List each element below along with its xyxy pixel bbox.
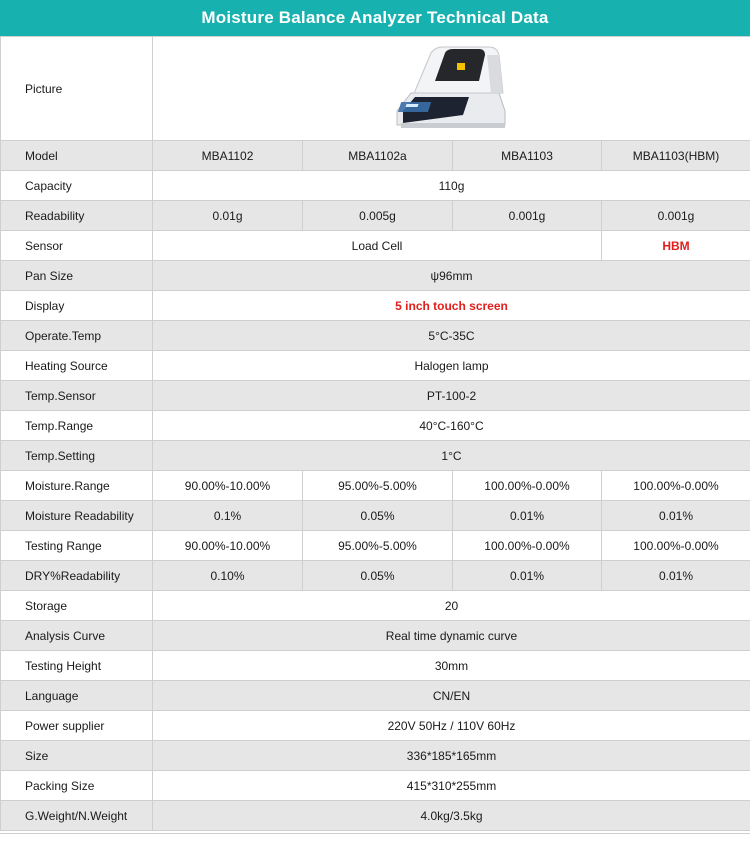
table-row-packing-size (1, 771, 750, 801)
row-value: 0.01% (453, 501, 602, 531)
row-label: Testing Range (1, 531, 153, 561)
moisture-analyzer-icon (387, 41, 517, 137)
table-row-temp-sensor (1, 381, 750, 411)
row-value: 0.001g (453, 201, 602, 231)
table-row-model (1, 141, 750, 171)
table-row-testing-range (1, 531, 750, 561)
row-value: 90.00%-10.00% (153, 531, 303, 561)
row-value: PT-100-2 (153, 381, 750, 411)
row-value: 110g (153, 171, 750, 201)
row-value: ψ96mm (153, 261, 750, 291)
hbm-value: HBM (602, 231, 750, 261)
row-value: 100.00%-0.00% (602, 471, 750, 501)
product-image-cell (153, 37, 750, 141)
table-row-sensor (1, 231, 750, 261)
table-row-analysis-curve (1, 621, 750, 651)
table-row-weight (1, 801, 750, 831)
row-value: 90.00%-10.00% (153, 471, 303, 501)
row-label: DRY%Readability (1, 561, 153, 591)
row-value: 100.00%-0.00% (453, 531, 602, 561)
table-row-heating-source (1, 351, 750, 381)
row-label: Analysis Curve (1, 621, 153, 651)
row-value: 0.01% (453, 561, 602, 591)
row-label: Capacity (1, 171, 153, 201)
row-label: Power supplier (1, 711, 153, 741)
row-label: Temp.Sensor (1, 381, 153, 411)
row-label: Display (1, 291, 153, 321)
row-value: 0.01% (602, 561, 750, 591)
row-value: 220V 50Hz / 110V 60Hz (153, 711, 750, 741)
row-value: 1°C (153, 441, 750, 471)
row-value: 20 (153, 591, 750, 621)
row-label: Temp.Range (1, 411, 153, 441)
spec-table (0, 36, 750, 831)
row-value: 95.00%-5.00% (303, 471, 453, 501)
table-row-temp-setting (1, 441, 750, 471)
table-row-display (1, 291, 750, 321)
table-row-language (1, 681, 750, 711)
table-row-temp-range (1, 411, 750, 441)
row-label: Readability (1, 201, 153, 231)
row-value: 0.01g (153, 201, 303, 231)
table-row-picture (1, 37, 750, 141)
table-row-testing-height (1, 651, 750, 681)
row-value: 336*185*165mm (153, 741, 750, 771)
row-label: G.Weight/N.Weight (1, 801, 153, 831)
table-row-readability (1, 201, 750, 231)
row-value: 5°C-35C (153, 321, 750, 351)
row-value: 0.001g (602, 201, 750, 231)
table-row-storage (1, 591, 750, 621)
row-value: 0.05% (303, 561, 453, 591)
row-label: Storage (1, 591, 153, 621)
row-value: Halogen lamp (153, 351, 750, 381)
row-value: 0.05% (303, 501, 453, 531)
table-row-capacity (1, 171, 750, 201)
row-value: 0.10% (153, 561, 303, 591)
model-cell: MBA1102a (303, 141, 453, 171)
row-value: 100.00%-0.00% (453, 471, 602, 501)
row-label: Packing Size (1, 771, 153, 801)
row-value: 40°C-160°C (153, 411, 750, 441)
row-label: Model (1, 141, 153, 171)
model-cell: MBA1103 (453, 141, 602, 171)
table-row-moisture-range (1, 471, 750, 501)
row-label: Sensor (1, 231, 153, 261)
row-label: Picture (1, 37, 153, 141)
row-value: 0.005g (303, 201, 453, 231)
row-label: Heating Source (1, 351, 153, 381)
row-label: Size (1, 741, 153, 771)
row-label: Testing Height (1, 651, 153, 681)
row-value: 415*310*255mm (153, 771, 750, 801)
table-row-moisture-readability (1, 501, 750, 531)
row-value: 0.01% (602, 501, 750, 531)
row-value: CN/EN (153, 681, 750, 711)
row-label: Temp.Setting (1, 441, 153, 471)
row-value: Real time dynamic curve (153, 621, 750, 651)
row-label: Pan Size (1, 261, 153, 291)
row-label: Operate.Temp (1, 321, 153, 351)
row-value: 4.0kg/3.5kg (153, 801, 750, 831)
display-value: 5 inch touch screen (153, 291, 750, 321)
row-value: 95.00%-5.00% (303, 531, 453, 561)
row-value: 100.00%-0.00% (602, 531, 750, 561)
table-row-dry-readability (1, 561, 750, 591)
model-cell: MBA1102 (153, 141, 303, 171)
table-row-power-supplier (1, 711, 750, 741)
row-label: Language (1, 681, 153, 711)
row-label: Moisture.Range (1, 471, 153, 501)
model-cell: MBA1103(HBM) (602, 141, 750, 171)
page-title: Moisture Balance Analyzer Technical Data (0, 0, 750, 36)
table-row-pan-size (1, 261, 750, 291)
row-value: Load Cell (153, 231, 602, 261)
row-label: Moisture Readability (1, 501, 153, 531)
table-row-operate-temp (1, 321, 750, 351)
table-footer-space (0, 833, 750, 859)
table-row-size (1, 741, 750, 771)
row-value: 0.1% (153, 501, 303, 531)
row-value: 30mm (153, 651, 750, 681)
